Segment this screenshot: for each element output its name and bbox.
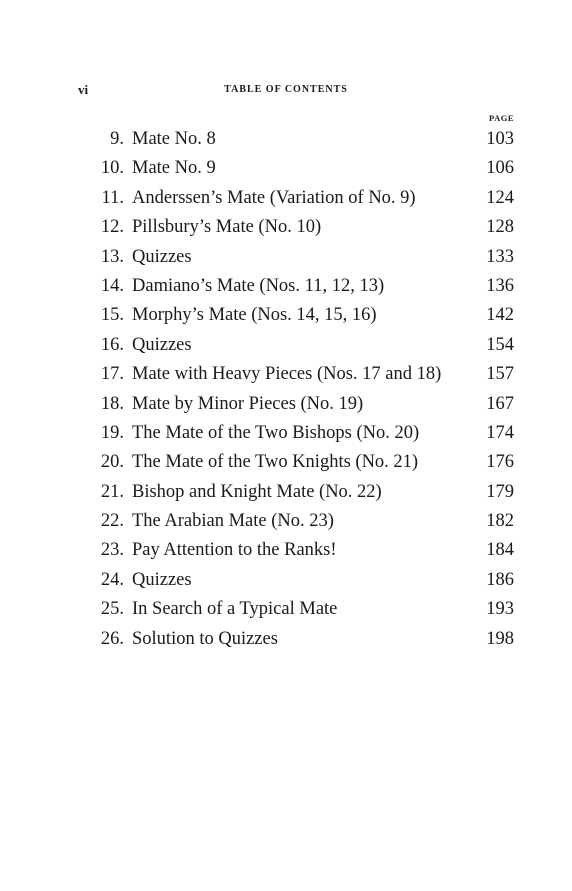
toc-entry-page: 174 [486, 422, 514, 443]
toc-entry-number: 10. [100, 158, 124, 179]
toc-entry-number: 22. [100, 511, 124, 532]
toc-entry-number: 19. [100, 422, 124, 443]
toc-entry [96, 213, 516, 242]
toc-entry [96, 419, 516, 448]
toc-entry-title: Quizzes [132, 334, 192, 355]
toc-entry-page: 186 [486, 569, 514, 590]
toc-entry-title: Morphy’s Mate (Nos. 14, 15, 16) [132, 305, 377, 326]
toc-entry [96, 301, 516, 330]
toc-entry-page: 176 [486, 452, 514, 473]
toc-entry-number: 11. [101, 187, 124, 208]
toc-entry-number: 20. [100, 452, 124, 473]
toc-entry-page: 179 [486, 481, 514, 502]
toc-entry-title: Damiano’s Mate (Nos. 11, 12, 13) [132, 275, 385, 296]
toc-entry [96, 184, 516, 213]
toc-entry-page: 136 [486, 275, 514, 296]
toc-entry-page: 142 [486, 305, 514, 326]
toc-entry-title: The Mate of the Two Bishops (No. 20) [132, 422, 420, 443]
toc-entry-number: 9. [110, 129, 124, 149]
toc-entry-page: 198 [486, 628, 514, 649]
toc-entry [96, 566, 516, 595]
toc-entry-number: 12. [100, 217, 124, 238]
toc-entry-number: 17. [100, 364, 124, 385]
toc-entry [96, 154, 516, 183]
toc-entry-title: Quizzes [132, 569, 192, 590]
toc-entry [96, 360, 516, 389]
toc-entry-number: 21. [100, 481, 124, 502]
page-column-label: PAGE [489, 113, 514, 123]
toc-entry-page: 193 [486, 599, 514, 620]
toc-entry-number: 24. [100, 569, 124, 590]
toc-entry-title: Mate by Minor Pieces (No. 19) [132, 393, 364, 414]
toc-entry-number: 25. [100, 599, 124, 620]
toc-entry [96, 272, 516, 301]
toc-entry [96, 243, 516, 272]
toc-entry [96, 536, 516, 565]
toc-entry-number: 18. [100, 393, 124, 414]
toc-entry-page: 154 [486, 334, 514, 355]
toc-entry-number: 15. [100, 305, 124, 326]
toc-entry-page: 124 [486, 187, 514, 208]
toc-entry-page: 133 [486, 246, 514, 267]
toc-entry [96, 448, 516, 477]
running-head: TABLE OF CONTENTS [224, 84, 348, 95]
toc-entry-title: Mate No. 8 [132, 129, 216, 149]
toc-entry [96, 331, 516, 360]
toc-entry [96, 595, 516, 624]
toc-entry-page: 128 [486, 217, 514, 238]
toc-entry-title: Pillsbury’s Mate (No. 10) [132, 217, 322, 238]
toc-entry-page: 106 [486, 158, 514, 179]
toc-entry-number: 14. [100, 275, 124, 296]
toc-entry-title: The Arabian Mate (No. 23) [132, 511, 334, 532]
toc-entry-title: Pay Attention to the Ranks! [132, 540, 337, 561]
toc-entry-number: 26. [100, 628, 124, 649]
toc-entry-page: 103 [486, 129, 514, 149]
toc-entry-title: Quizzes [132, 246, 192, 267]
toc-entry [96, 625, 516, 654]
toc-entry-page: 167 [486, 393, 514, 414]
toc-entry-title: Anderssen’s Mate (Variation of No. 9) [132, 187, 416, 208]
toc-entry-number: 16. [100, 334, 124, 355]
page-number: vi [78, 82, 89, 97]
toc-entry [96, 125, 516, 154]
toc-entry-title: In Search of a Typical Mate [132, 599, 338, 620]
toc-entry [96, 390, 516, 419]
toc-entry-title: Bishop and Knight Mate (No. 22) [132, 481, 382, 502]
toc-entry-page: 157 [486, 364, 514, 385]
toc-entry-number: 23. [100, 540, 124, 561]
toc-entry [96, 507, 516, 536]
toc-entry [96, 478, 516, 507]
toc-entry-number: 13. [100, 246, 124, 267]
toc-entry-title: The Mate of the Two Knights (No. 21) [132, 452, 419, 473]
toc-entry-title: Mate with Heavy Pieces (Nos. 17 and 18) [132, 364, 442, 385]
toc-entry-page: 182 [486, 511, 514, 532]
toc-entry-title: Mate No. 9 [132, 158, 216, 179]
toc-entry-title: Solution to Quizzes [132, 628, 278, 649]
toc-list [96, 125, 516, 654]
toc-entry-page: 184 [486, 540, 514, 561]
